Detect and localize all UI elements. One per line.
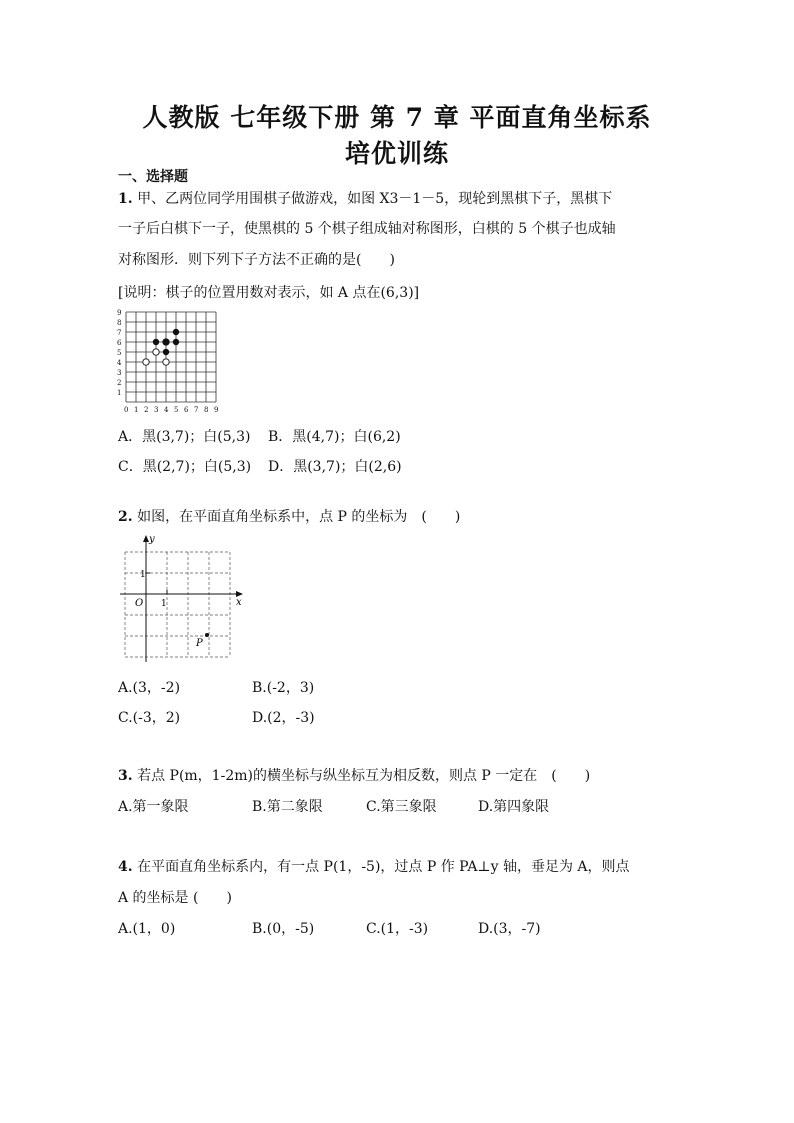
black-stone <box>153 339 159 345</box>
x-tick-label: 1 <box>161 599 167 609</box>
q2-option-d[interactable]: D.(2，-3) <box>252 710 315 726</box>
white-stone <box>153 349 159 355</box>
black-stone <box>163 339 169 345</box>
q3-option-d[interactable]: D.第四象限 <box>478 799 550 815</box>
board-grid <box>126 312 216 402</box>
q1-text-line2: 一子后白棋下一子，使黑棋的 5 个棋子组成轴对称图形，白棋的 5 个棋子也成轴 <box>118 221 616 237</box>
q2-number: 2. <box>118 509 133 525</box>
q1-text-line1: 甲、乙两位同学用围棋子做游戏，如图 X3－1－5，现轮到黑棋下子，黑棋下 <box>137 191 613 207</box>
q4-number: 4. <box>118 859 133 875</box>
board-x-tick-label: 6 <box>184 406 189 414</box>
board-y-tick-label: 9 <box>117 309 122 317</box>
black-stone <box>173 329 179 335</box>
q3-number: 3. <box>118 768 133 784</box>
q1-note: [说明：棋子的位置用数对表示，如 A 点在(6,3)] <box>118 285 420 301</box>
q1-option-a[interactable]: A．黑(3,7)；白(5,3) <box>118 429 251 445</box>
q1-option-c[interactable]: C．黑(2,7)；白(5,3) <box>118 459 252 475</box>
q1-option-b[interactable]: B．黑(4,7)；白(6,2) <box>268 429 401 445</box>
white-stone <box>143 359 149 365</box>
q2-option-b[interactable]: B.(-2，3) <box>252 680 315 696</box>
board-y-tick-label: 1 <box>117 389 122 397</box>
board-y-tick-label: 5 <box>117 349 122 357</box>
section-heading: 一、选择题 <box>118 169 188 185</box>
q2-option-c[interactable]: C.(-3，2) <box>118 710 181 726</box>
q4-option-a[interactable]: A.(1，0) <box>118 921 176 937</box>
board-y-tick-label: 2 <box>117 379 122 387</box>
board-x-tick-label: 9 <box>214 406 219 414</box>
board-x-tick-label: 3 <box>154 406 159 414</box>
board-x-tick-label: 4 <box>164 406 169 414</box>
q1-number: 1. <box>118 191 133 207</box>
black-stone <box>173 339 179 345</box>
q4-option-c[interactable]: C.(1，-3) <box>366 921 429 937</box>
board-x-tick-label: 1 <box>134 406 139 414</box>
q1-text-line3: 对称图形．则下列下子方法不正确的是( ) <box>118 252 395 268</box>
board-y-tick-label: 8 <box>117 319 122 327</box>
point-p-label: P <box>196 638 203 649</box>
q3-option-a[interactable]: A.第一象限 <box>118 799 189 815</box>
q2-line <box>118 506 460 526</box>
y-axis-label: y <box>149 534 155 545</box>
board-x-tick-label: 8 <box>204 406 209 414</box>
board-x-tick-label: 0 <box>124 406 129 414</box>
q4-text-line2: A 的坐标是 ( ) <box>118 890 232 906</box>
board-x-tick-label: 2 <box>144 406 149 414</box>
q2-option-a[interactable]: A.(3，-2) <box>118 680 181 696</box>
page-title: 人教版 七年级下册 第 7 章 平面直角坐标系 <box>142 103 652 132</box>
q1-line1 <box>118 188 612 208</box>
coordinate-graph <box>112 530 252 665</box>
q3-option-c[interactable]: C.第三象限 <box>366 799 437 815</box>
q3-option-b[interactable]: B.第二象限 <box>252 799 323 815</box>
board-y-tick-label: 3 <box>117 369 122 377</box>
black-stone <box>163 349 169 355</box>
board-y-tick-label: 4 <box>117 359 122 367</box>
board-stones <box>143 329 179 365</box>
q4-option-b[interactable]: B.(0，-5) <box>252 921 315 937</box>
q4-text-line1: 在平面直角坐标系内，有一点 P(1，-5)，过点 P 作 PA⊥y 轴，垂足为 A，则点 <box>137 859 630 875</box>
page-subtitle: 培优训练 <box>344 139 449 168</box>
board-y-tick-label: 7 <box>117 329 122 337</box>
board-x-tick-label: 5 <box>174 406 179 414</box>
origin-label: O <box>135 598 144 609</box>
point-p <box>205 633 209 637</box>
q4-line1 <box>118 856 630 876</box>
q3-line <box>118 765 590 785</box>
y-tick-label: 1 <box>140 570 146 580</box>
go-board-figure <box>116 308 224 416</box>
x-axis-label: x <box>236 597 242 608</box>
q2-text: 如图，在平面直角坐标系中，点 P 的坐标为 ( ) <box>137 509 461 525</box>
board-y-tick-label: 6 <box>117 339 122 347</box>
white-stone <box>163 359 169 365</box>
board-x-tick-label: 7 <box>194 406 199 414</box>
q3-text: 若点 P(m，1-2m)的横坐标与纵坐标互为相反数，则点 P 一定在 ( ) <box>137 768 591 784</box>
q1-option-d[interactable]: D．黑(3,7)；白(2,6) <box>268 459 402 475</box>
q4-option-d[interactable]: D.(3，-7) <box>478 921 541 937</box>
